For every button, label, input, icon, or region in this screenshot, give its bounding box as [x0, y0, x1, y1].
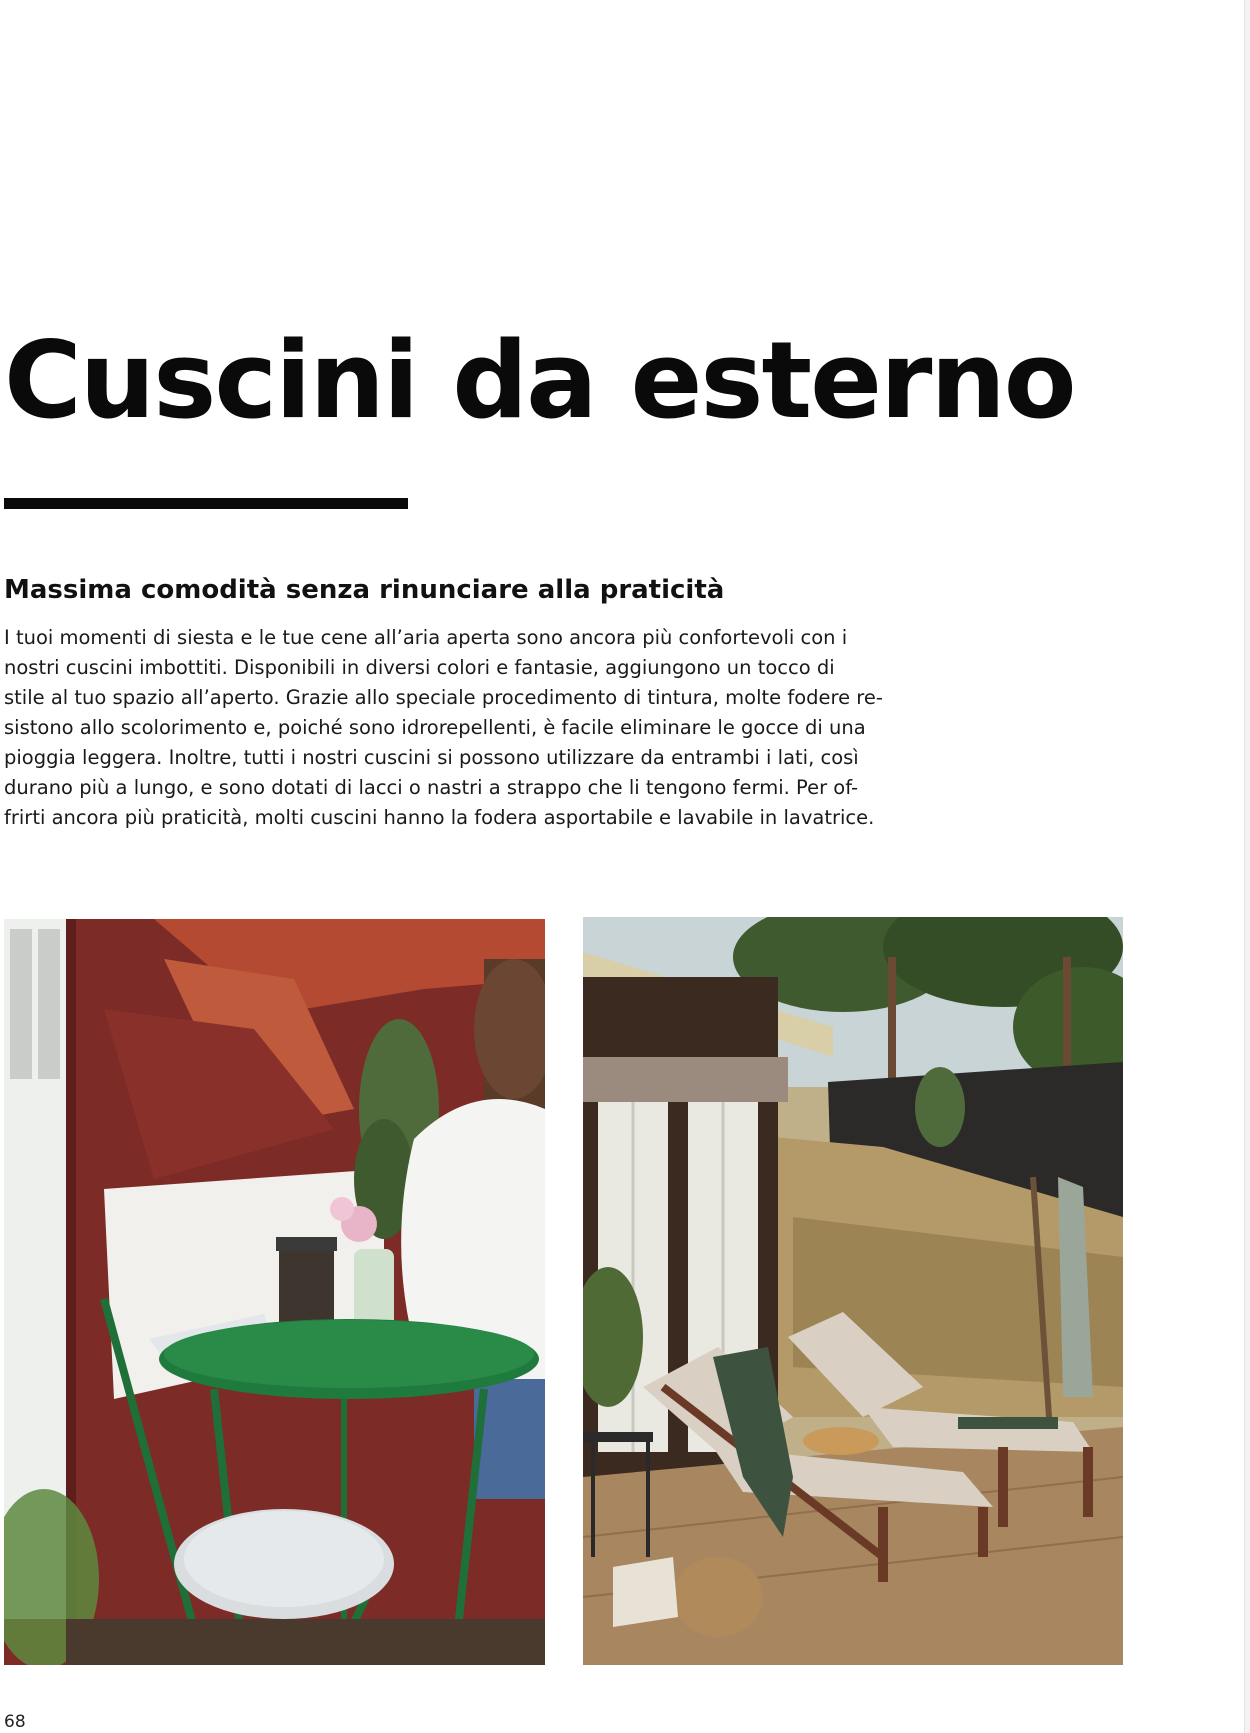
body-line: I tuoi momenti di siesta e le tue cene all’aria aperta sono ancora più confortevoli con i — [4, 626, 848, 649]
page-edge — [1244, 0, 1250, 1733]
section-subtitle: Massima comodità senza rinunciare alla praticità — [4, 575, 725, 605]
body-line: nostri cuscini imbottiti. Disponibili in diversi colori e fantasie, aggiungono un tocco di — [4, 656, 835, 679]
body-line: stile al tuo spazio all’aperto. Grazie allo speciale procedimento di tintura, molte fodere re- — [4, 686, 883, 709]
page-title: Cuscini da esterno — [4, 319, 1075, 442]
deck-illustration — [583, 917, 1123, 1665]
page-number: 68 — [4, 1712, 26, 1732]
balcony-illustration — [4, 919, 545, 1665]
body-line: pioggia leggera. Inoltre, tutti i nostri cuscini si possono utilizzare da entrambi i lati, così — [4, 746, 859, 769]
body-line: frirti ancora più praticità, molti cuscini hanno la fodera asportabile e lavabile in lavatrice. — [4, 806, 875, 829]
body-line: sistono allo scolorimento e, poiché sono idrorepellenti, è facile eliminare le gocce di una — [4, 716, 866, 739]
photo-balcony-bistro-set — [4, 919, 545, 1665]
photo-deck-sun-loungers — [583, 917, 1123, 1665]
body-paragraph — [4, 623, 884, 833]
body-line: durano più a lungo, e sono dotati di lacci o nastri a strappo che li tengono fermi. Per of- — [4, 776, 859, 799]
title-underline-rule — [4, 498, 408, 509]
